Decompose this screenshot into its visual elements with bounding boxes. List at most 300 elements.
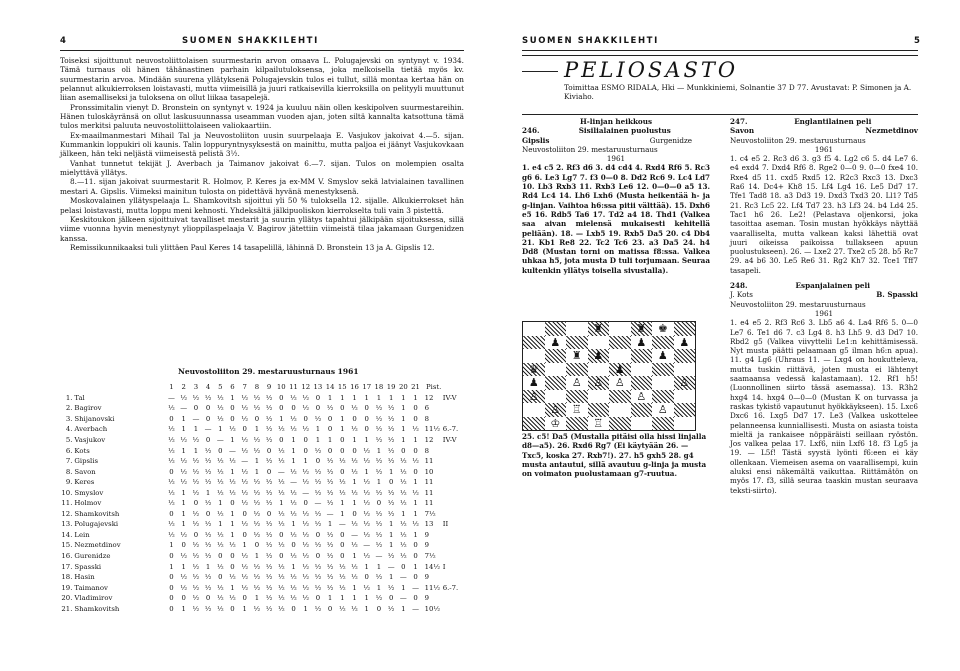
score-cell: 0 — [364, 425, 369, 434]
score-cell: 0 — [254, 541, 260, 550]
score-cell: ½ — [314, 520, 322, 529]
score-cell: 1 — [364, 393, 369, 402]
black-player: B. Spasski — [876, 290, 918, 300]
score-cell: ½ — [338, 488, 346, 497]
chess-piece: ♜ — [636, 322, 647, 335]
score-cell: ½ — [180, 457, 188, 466]
score-cell: — — [399, 594, 407, 603]
game-moves: 1. e4 e5 2. Rf3 Rc6 3. Lb5 a6 4. La4 Rf6 5. 0—0 Le7 6. Te1 d6 7. c3 Lg4 8. h3 Lh5 9. d3 Dd7 10. Rbd2 g5 (Valkea viivyttelii Le1:n kehittämisessä. Nyt musta päätti pelaamaan g5 ilman h6:n apua). 11. g4 Lg6 (Uhraus 11. — Lxg4 on houkutteleva, mutta tuskin riittävä, joten musta ei lähtenyt saamaansa vedessä kalastamaan). 12. Rf1 h5! (Luonnollinen siirto tässä asemassa). 13. R3h2 hxg4 14. hxg4 0—0—0 (Mustan K on turvassa ja raskas tykistö vapautunut hyökkäykseen). 15. Lxc6 Dxc6 16. Lxg5 Dd7 17. Le3 (Valkea uskottelee pelanneensa kunniallisesti. Musta on asiasta toista mieltä ja rankaisee nöppäräisti seillaan ryöstön. Jos valkea pelaa 17. Lxf6, niin Lxf6 18. f3 Lg5 ja 19. — L5f! Tästä syystä lyönti f6:een ei käy ollenkaan. Viemeisen asema on vaarallisempi, kuin aluksi ensi näkemältä vaikuttaa. Riittämätön on myös 17. f3, sillä seuraa taaskin mustan seuraava teksti-siirto). — [730, 318, 918, 495]
player-name: Holmov — [74, 499, 102, 508]
score-cell: 1 — [364, 594, 369, 603]
chess-diagram — [522, 321, 696, 431]
score-cell: ½ — [180, 393, 188, 402]
score-cell: ½ — [375, 414, 383, 423]
score-cell: ½ — [338, 457, 346, 466]
game-title-row — [730, 281, 918, 290]
score-cell: 1 — [352, 583, 357, 592]
score-cell: ½ — [241, 520, 249, 529]
score-cell: 1 — [340, 414, 345, 423]
score-cell: 0 — [230, 499, 235, 508]
score-cell: ½ — [192, 509, 200, 518]
score-cell: 0 — [340, 467, 345, 476]
score-cell: ½ — [192, 436, 200, 444]
score-cell: ½ — [265, 604, 273, 613]
row-number: 1. — [65, 393, 73, 402]
paragraph: Vanhat tunnetut tekijät J. Averbach ja Taimanov jakoivat 6.—7. sijan. Tulos on molempien osalta mielyttävä yllätys. — [60, 158, 464, 178]
score-cell: ½ — [216, 594, 224, 603]
score-cell: ½ — [192, 393, 200, 402]
score-cell: 0 — [303, 414, 308, 423]
score-cell: ½ — [253, 478, 261, 487]
total-points: 11½ — [424, 583, 441, 592]
score-cell: 0 — [230, 604, 235, 613]
player-name: Vasjukov — [74, 436, 106, 444]
board-square — [652, 363, 674, 377]
score-cell: ½ — [241, 562, 249, 571]
event-year: 1961 — [814, 144, 834, 154]
score-cell: 1 — [303, 457, 308, 466]
score-cell: 1 — [327, 520, 333, 529]
score-cell: — — [375, 552, 383, 561]
score-cell: 0 — [413, 467, 418, 476]
score-cell: ½ — [338, 562, 346, 571]
score-cell: ½ — [241, 552, 249, 561]
score-cell: ½ — [265, 425, 273, 434]
score-cell: ½ — [351, 467, 358, 476]
score-cell: 0 — [352, 446, 357, 455]
score-cell: 1 — [364, 436, 369, 444]
table-column-header: 7 — [242, 383, 247, 392]
row-number: 19. — [61, 583, 73, 592]
table-title: Neuvostoliiton 29. mestaruusturnaus 1961 — [178, 367, 359, 376]
score-cell: ½ — [302, 467, 310, 476]
score-cell: ½ — [229, 478, 236, 487]
score-cell: 1 — [303, 604, 308, 613]
game-title-row — [522, 126, 710, 135]
score-cell: 1 — [401, 436, 406, 444]
score-cell: 0 — [376, 604, 382, 613]
game-number: 247. — [730, 117, 748, 126]
score-cell: — — [192, 414, 200, 423]
placing: IV-V — [442, 393, 457, 402]
left-page — [0, 0, 478, 671]
score-cell: 0 — [315, 457, 321, 466]
score-cell: ½ — [229, 594, 236, 603]
black-player: Gurgenidze — [649, 135, 692, 145]
score-cell: 1 — [352, 594, 357, 603]
score-cell: ½ — [277, 509, 285, 518]
score-cell: ½ — [399, 552, 407, 561]
score-cell: 1 — [376, 478, 382, 487]
score-cell: ½ — [326, 467, 334, 476]
placing — [443, 509, 465, 520]
score-cell: ½ — [180, 530, 188, 539]
board-square — [631, 403, 653, 417]
table-column-header: 4 — [205, 383, 211, 392]
score-cell: ½ — [302, 541, 310, 550]
table-header-cell — [443, 382, 465, 393]
score-cell: ½ — [314, 541, 322, 550]
score-cell: 1 — [230, 393, 235, 402]
score-cell: 0 — [193, 404, 199, 413]
score-cell: 1 — [230, 530, 235, 539]
score-cell: ½ — [216, 509, 224, 518]
players-row — [522, 136, 710, 145]
total-points: 12 — [424, 393, 434, 402]
score-cell: 1 — [364, 467, 369, 476]
board-square — [545, 376, 567, 390]
chess-piece: ♙ — [593, 376, 604, 389]
score-cell: 1 — [364, 562, 369, 571]
score-cell: ½ — [241, 446, 249, 455]
board-square — [674, 349, 696, 363]
table-row — [60, 561, 465, 572]
score-cell: 1 — [327, 594, 333, 603]
score-cell: ½ — [290, 594, 297, 603]
score-cell: 1 — [291, 446, 296, 455]
board-square — [674, 417, 696, 431]
table-row — [60, 445, 465, 456]
score-cell: 0 — [279, 393, 284, 402]
player-name: Vladimirov — [74, 594, 113, 603]
score-cell: 0 — [266, 467, 272, 476]
score-cell: ½ — [326, 573, 334, 582]
score-cell: ½ — [387, 425, 395, 434]
placing — [443, 456, 465, 467]
score-cell: 1 — [388, 573, 394, 582]
score-cell: ½ — [302, 404, 310, 413]
score-cell: 0 — [388, 478, 394, 487]
score-cell: 1 — [254, 552, 260, 561]
score-cell: ½ — [363, 446, 371, 455]
score-cell: 0 — [401, 562, 406, 571]
score-cell: 1 — [205, 488, 211, 497]
score-cell: 0 — [242, 594, 247, 603]
chess-piece: ♖ — [593, 416, 604, 430]
table-header-cell — [74, 382, 165, 393]
score-cell: ½ — [241, 436, 249, 444]
board-square — [523, 417, 545, 431]
chess-piece: ♟ — [593, 349, 604, 362]
score-cell: — — [180, 404, 188, 413]
board-square — [631, 376, 653, 390]
board-square — [588, 390, 610, 404]
score-cell: 0 — [193, 530, 199, 539]
game-title-row — [730, 117, 918, 126]
score-cell: ½ — [168, 436, 175, 444]
row-number: 3. — [65, 414, 73, 423]
score-cell: 1 — [218, 499, 223, 508]
score-cell: ½ — [351, 604, 358, 613]
total-points: 6 — [424, 404, 430, 413]
score-cell: ½ — [290, 425, 297, 434]
player-name: Smyslov — [74, 488, 104, 497]
score-cell: 0 — [413, 552, 418, 561]
score-cell: 1 — [413, 478, 418, 487]
score-cell: ½ — [253, 488, 261, 497]
table-column-header: 17 — [362, 383, 372, 392]
chess-piece: ♛ — [528, 362, 539, 376]
chess-piece: ♙ — [636, 389, 647, 403]
total-points: 10 — [424, 467, 434, 476]
crosstable — [60, 382, 465, 614]
score-cell: 0 — [205, 414, 211, 423]
row-number: 11. — [61, 499, 73, 508]
board-square — [674, 390, 696, 404]
score-cell: — — [241, 457, 249, 466]
score-cell: 0 — [242, 530, 247, 539]
score-cell: 1 — [230, 467, 235, 476]
score-cell: ½ — [216, 457, 224, 466]
score-cell: 0 — [169, 573, 174, 582]
score-cell: ½ — [192, 520, 200, 529]
page-number: 4 — [60, 36, 68, 46]
score-cell: 1 — [181, 562, 186, 571]
row-number: 6. — [65, 446, 73, 455]
score-cell: ½ — [180, 467, 188, 476]
score-cell: ½ — [229, 457, 236, 466]
table-column-header: 20 — [398, 383, 408, 392]
score-cell: 0 — [401, 446, 406, 455]
score-cell: 0 — [169, 583, 174, 592]
row-number: 9. — [65, 478, 73, 487]
table-column-header: 1 — [169, 383, 174, 392]
board-square — [674, 403, 696, 417]
score-cell: 1 — [291, 457, 296, 466]
score-cell: 1 — [340, 499, 345, 508]
row-number: 7. — [65, 457, 73, 466]
score-cell: 0 — [230, 562, 235, 571]
score-cell: ½ — [290, 509, 297, 518]
score-cell: 1 — [413, 530, 418, 539]
row-number: 4. — [65, 425, 73, 434]
chess-piece: ♟ — [550, 335, 561, 349]
game-heading: H-linjan heikkous — [579, 117, 652, 126]
score-cell: ½ — [387, 604, 395, 613]
board-square — [523, 349, 545, 363]
black-player: Nezmetdinov — [865, 126, 918, 136]
score-cell: — — [412, 583, 419, 592]
score-cell: ½ — [253, 499, 261, 508]
score-cell: ½ — [326, 541, 334, 550]
score-cell: 0 — [279, 552, 284, 561]
score-cell: ½ — [412, 488, 419, 497]
score-cell: 0 — [279, 530, 284, 539]
chess-piece: ♙ — [550, 403, 561, 416]
score-cell: ½ — [326, 488, 334, 497]
score-cell: ½ — [290, 573, 297, 582]
score-cell: ½ — [265, 541, 273, 550]
score-cell: ½ — [326, 404, 334, 413]
score-cell: ½ — [314, 562, 322, 571]
score-cell: 0 — [315, 552, 321, 561]
table-row — [60, 593, 465, 604]
score-cell: 1 — [279, 499, 284, 508]
score-cell: 0 — [315, 393, 321, 402]
score-cell: ½ — [314, 573, 322, 582]
score-cell: 1 — [352, 393, 357, 402]
score-cell: ½ — [338, 573, 346, 582]
score-cell: ½ — [302, 425, 310, 434]
board-square — [566, 363, 588, 377]
score-cell: 0 — [352, 509, 357, 518]
score-cell: ½ — [241, 573, 249, 582]
score-cell: 0 — [315, 594, 321, 603]
score-cell: ½ — [399, 467, 407, 476]
score-cell: 0 — [169, 604, 174, 613]
score-cell: ½ — [265, 404, 273, 413]
table-row — [60, 603, 465, 614]
player-name: Bagirov — [74, 404, 102, 413]
score-cell: ½ — [290, 393, 297, 402]
score-cell: ½ — [277, 604, 285, 613]
running-head: SUOMEN SHAKKILEHTI — [522, 36, 659, 46]
score-cell: 0 — [340, 436, 345, 444]
score-cell: 0 — [205, 436, 211, 444]
table-row — [60, 551, 465, 562]
score-cell: — — [399, 573, 407, 582]
total-points: 8 — [424, 446, 430, 455]
white-player: Gipslis — [522, 135, 550, 145]
score-cell: ½ — [290, 552, 297, 561]
score-cell: 0 — [413, 414, 418, 423]
score-cell: ½ — [265, 573, 273, 582]
score-cell: — — [277, 467, 285, 476]
placing — [443, 445, 465, 456]
score-cell: 0 — [327, 446, 333, 455]
score-cell: ½ — [229, 488, 236, 497]
score-cell: ½ — [241, 499, 249, 508]
score-cell: 0 — [340, 446, 345, 455]
score-cell: 1 — [230, 520, 235, 529]
score-cell: ½ — [204, 446, 212, 455]
board-square — [652, 336, 674, 350]
score-cell: 0 — [218, 552, 223, 561]
score-cell: ½ — [375, 541, 383, 550]
score-cell: ½ — [192, 552, 200, 561]
score-cell: ½ — [326, 457, 334, 466]
score-cell: 0 — [169, 594, 174, 603]
placing — [443, 477, 465, 488]
chess-piece: ♙ — [571, 376, 582, 389]
total-points: 11 — [424, 478, 434, 487]
score-cell: ½ — [204, 393, 212, 402]
total-points: 10½ — [424, 604, 441, 613]
placing: 6.-7. — [442, 583, 459, 592]
score-cell: ½ — [375, 530, 383, 539]
paragraph: 8.—11. sijan jakoivat suurmestarit R. Holmov, P. Keres ja ex-MM V. Smyslov sekä latvialainen tavallinen mestari A. Gipslis. Viimeksi mainitun tulosta on pidettävä hyvänä menestyksenä. — [60, 177, 464, 196]
score-cell: ½ — [241, 414, 249, 423]
table-column-header: 11 — [289, 383, 298, 392]
score-cell: ½ — [302, 393, 310, 402]
score-cell: 1 — [169, 541, 174, 550]
white-player: J. Kots — [730, 290, 753, 300]
score-cell: ½ — [253, 446, 261, 455]
table-row — [60, 509, 465, 520]
placing — [443, 572, 465, 583]
player-name: Keres — [74, 478, 95, 487]
total-points: 13 — [424, 520, 434, 529]
row-number: 21. — [61, 604, 73, 613]
placing — [443, 487, 465, 498]
score-cell: 1 — [388, 530, 394, 539]
score-cell: ½ — [290, 530, 297, 539]
score-cell: ½ — [399, 520, 407, 529]
score-cell: 1 — [401, 425, 406, 434]
game-moves: 1. c4 e5 2. Rc3 d6 3. g3 f5 4. Lg2 c6 5. d4 Le7 6. e4 exd4 7. Dxd4 Rf6 8. Rge2 0—0 9. 0—0 fxe4 10. Rxe4 d5 11. cxd5 Rxd5 12. R2c3 Rxc3 13. Dxc3 Ra6 14. Dc4+ Kh8 15. Lf4 Lg4 16. Le5 Dd7 17. Tfe1 Tad8 18. a3 Dd3 19. Dxd3 Txd3 20. Ll1? Td5 21. Rc3 Lc5 22. Lf4 Td7 23. h3 Lf3 24. b4 Ld4 25. Tac1 h6 26. Le2! (Pelastava oljenkorsi, joka tasoittaa aseman. Tosin mustan hyökkäys näyttää vaaralliselta, mutta valkean kaksi lähettiä ovat juuri oikeissa paikoissa tullakseen apuun puolustukseen). 26. — Lxe2 27. Txe2 c5 28. b5 Rc7 29. a4 b6 30. Le5 Re6 31. Rg2 Kh7 32. Tce1 Tff7 tasapeli. — [730, 154, 918, 275]
score-cell: 1 — [254, 457, 260, 466]
score-cell: ½ — [253, 436, 261, 444]
score-cell: ½ — [387, 457, 395, 466]
score-cell: ½ — [302, 478, 310, 487]
score-cell: ½ — [399, 499, 407, 508]
white-player: Savon — [730, 126, 755, 136]
score-cell: ½ — [204, 478, 212, 487]
board-square — [652, 376, 674, 390]
score-cell: 1 — [169, 562, 174, 571]
score-cell: 1 — [230, 583, 235, 592]
score-cell: ½ — [168, 499, 175, 508]
score-cell: 1 — [205, 562, 211, 571]
score-cell: 0 — [388, 594, 394, 603]
score-cell: ½ — [399, 530, 407, 539]
score-cell: ½ — [399, 457, 407, 466]
score-cell: ½ — [216, 393, 224, 402]
chess-piece: ♟ — [679, 335, 690, 349]
score-cell: ½ — [277, 562, 285, 571]
score-cell: ½ — [180, 436, 188, 444]
score-cell: 1 — [413, 436, 418, 444]
score-cell: 0 — [254, 414, 260, 423]
score-cell: ½ — [326, 499, 334, 508]
game-number: 248. — [730, 281, 748, 291]
board-square — [609, 336, 631, 350]
score-cell: 0 — [279, 436, 284, 444]
score-cell: ½ — [351, 562, 358, 571]
score-cell: — — [363, 541, 371, 550]
score-cell: ½ — [192, 541, 200, 550]
score-cell: ½ — [168, 404, 175, 413]
score-cell: ½ — [326, 530, 334, 539]
score-cell: ½ — [277, 520, 285, 529]
score-cell: ½ — [216, 530, 224, 539]
board-square — [523, 403, 545, 417]
score-cell: ½ — [241, 467, 249, 476]
row-number: 8. — [65, 467, 73, 476]
score-cell: ½ — [204, 457, 212, 466]
table-column-header: 13 — [313, 383, 323, 392]
score-cell: ½ — [241, 488, 249, 497]
placing — [443, 603, 465, 614]
chess-piece: ♟ — [614, 362, 625, 376]
chess-piece: ♔ — [550, 416, 561, 430]
paragraph: Moskovalainen yllätyspelaaja L. Shamkovitsh sijoittui yli 50 % tuloksella 12. sijalle. Alkukierrokset hän pelasi loistavasti, mutta loppu meni kehnosti. Yhdeksältä jälkipuoliskon kierrokselta tuli vain 3 pistettä. — [60, 196, 464, 215]
score-cell: 1 — [242, 541, 247, 550]
board-square — [631, 349, 653, 363]
score-cell: ½ — [265, 520, 273, 529]
score-cell: — — [338, 520, 346, 529]
score-cell: ½ — [326, 478, 334, 487]
table-row — [60, 466, 465, 477]
score-cell: 1 — [352, 478, 357, 487]
board-square — [523, 336, 545, 350]
score-cell: ½ — [265, 414, 273, 423]
score-cell: ½ — [351, 488, 358, 497]
paragraph: Remissikunnikaaksi tuli ylittäen Paul Keres 14 tasapelillä, lähinnä D. Bronstein 13 ja A. Gipslis 12. — [70, 242, 435, 252]
score-cell: 1 — [401, 583, 406, 592]
score-cell: ½ — [204, 467, 212, 476]
score-cell: ½ — [314, 467, 322, 476]
